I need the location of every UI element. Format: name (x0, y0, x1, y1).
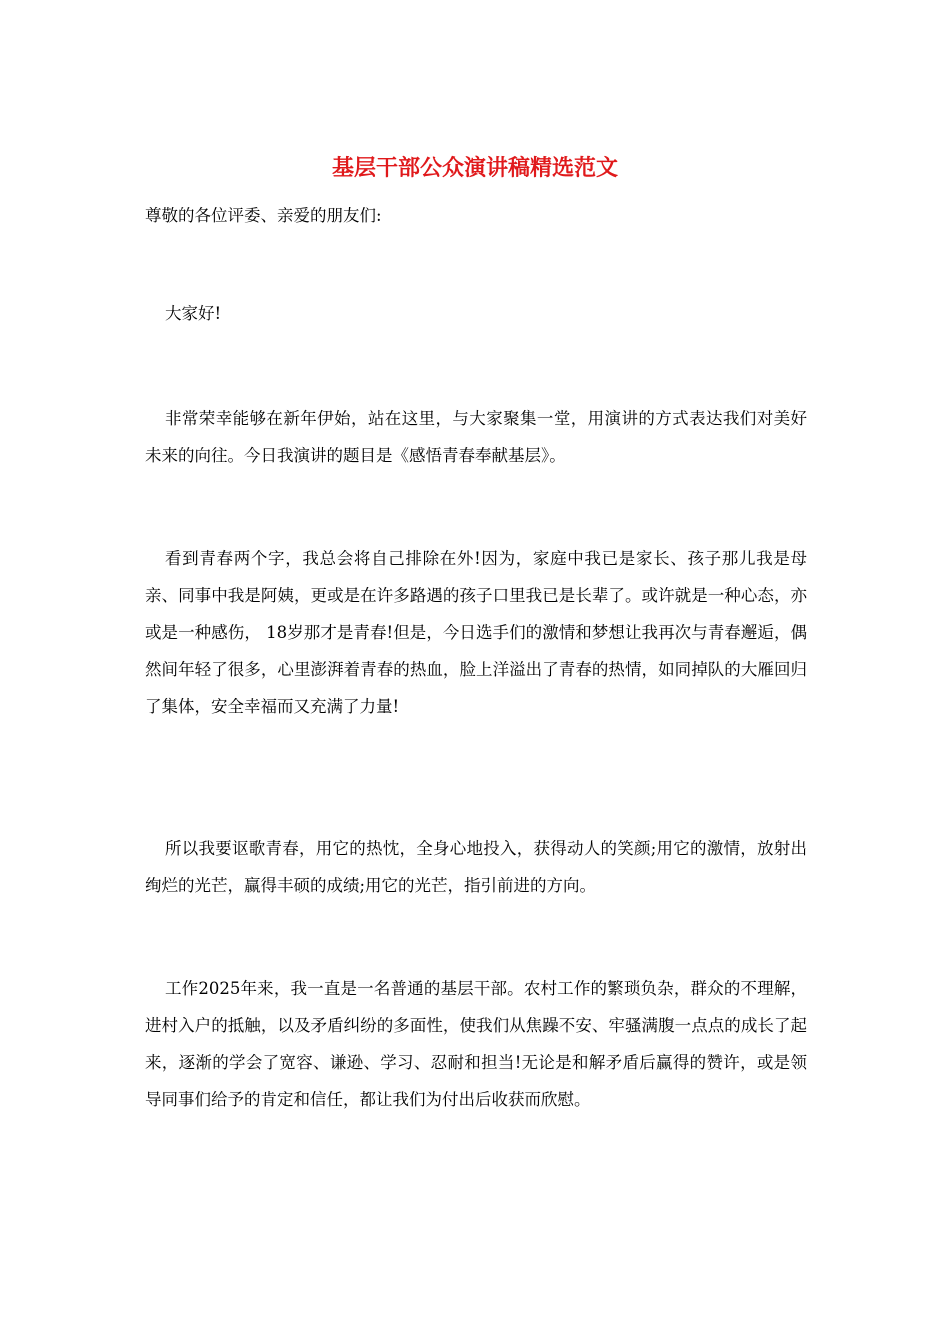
paragraph-opening: 非常荣幸能够在新年伊始，站在这里，与大家聚集一堂，用演讲的方式表达我们对美好未来的向往。今日我演讲的题目是《感悟青春奉献基层》。 (145, 409, 807, 465)
salutation: 尊敬的各位评委、亲爱的朋友们: (145, 206, 382, 225)
document-title: 基层干部公众演讲稿精选范文 (331, 155, 618, 181)
paragraph-praise: 所以我要讴歌青春，用它的热忱，全身心地投入，获得动人的笑颜;用它的激情，放射出绚烂的光芒，赢得丰硕的成绩;用它的光芒，指引前进的方向。 (145, 839, 807, 895)
paragraph-work: 工作2025年来，我一直是一名普通的基层干部。农村工作的繁琐负杂，群众的不理解，进村入户的抵触，以及矛盾纠纷的多面性，使我们从焦躁不安、牢骚满腹一点点的成长了起来，逐渐的学会了宽容、谦逊、学习、忍耐和担当!无论是和解矛盾后赢得的赞许，或是领导同事们给予的肯定和信任，都让我们为付出后收获而欣慰。 (145, 979, 807, 1109)
paragraph-greeting: 大家好! (165, 304, 222, 323)
paragraph-youth: 看到青春两个字，我总会将自己排除在外!因为，家庭中我已是家长、孩子那儿我是母亲、同事中我是阿姨，更或是在许多路遇的孩子口里我已是长辈了。或许就是一种心态，亦或是一种感伤， 18岁那才是青春!但是，今日选手们的激情和梦想让我再次与青春邂逅，偶然间年轻了很多，心里澎湃着青春的热血，脸上洋溢出了青春的热情，如同掉队的大雁回归了集体，安全幸福而又充满了力量! (145, 549, 807, 716)
